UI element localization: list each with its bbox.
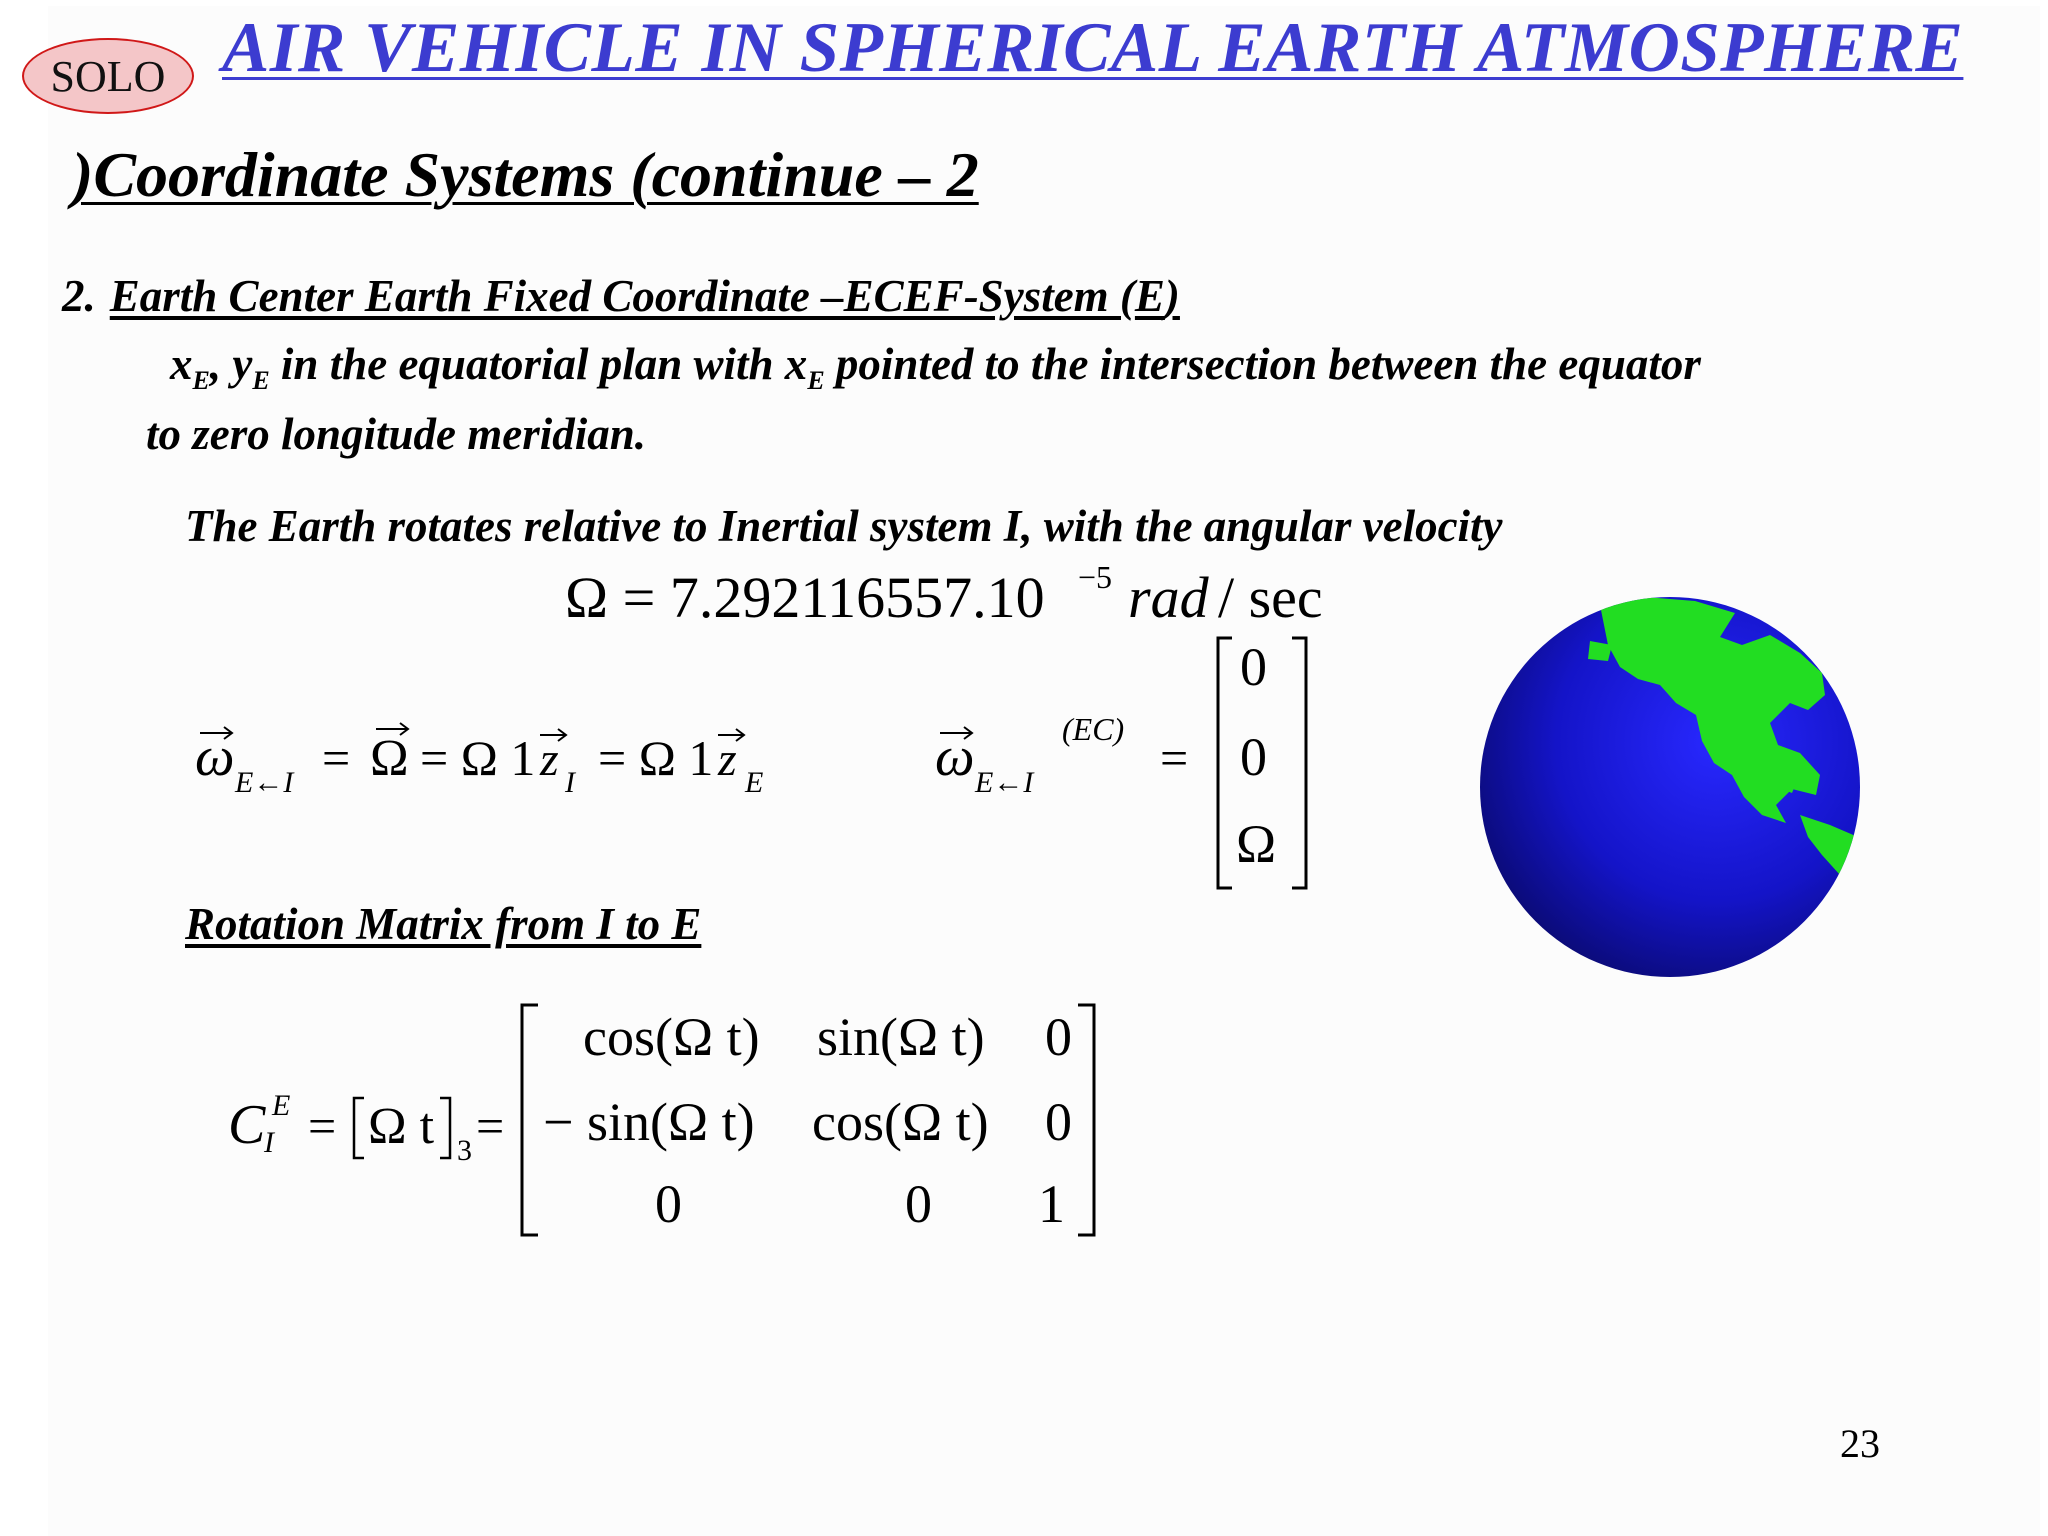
- matrix-r0-c0: cos(Ω t): [583, 1007, 760, 1067]
- omega-ec-symbol: ω: [935, 726, 975, 788]
- matrix-r1-c0: − sin(Ω t): [543, 1092, 755, 1152]
- rotation-description: The Earth rotates relative to Inertial system I, with the angular velocity: [185, 501, 1503, 551]
- slide-title: AIR VEHICLE IN SPHERICAL EARTH ATMOSPHERE: [222, 9, 1964, 87]
- omega-unit-rad: rad: [1128, 565, 1209, 630]
- z-vector-e: z: [718, 733, 737, 786]
- logo-text: SOLO: [50, 51, 166, 101]
- z-sub-i: I: [565, 766, 575, 799]
- big-omega-symbol: Ω: [370, 730, 409, 787]
- ec-col-0: 0: [1240, 637, 1267, 697]
- bracket-sub: 3: [457, 1134, 472, 1167]
- matrix-c-sup: E: [272, 1089, 291, 1122]
- description-line-2: to zero longitude meridian.: [146, 409, 647, 459]
- omega-ec-equation: [935, 637, 1306, 888]
- small-left-bracket: [354, 1098, 364, 1158]
- section-title-close: ): [1164, 271, 1180, 321]
- matrix-r2-c2: 1: [1038, 1174, 1065, 1234]
- matrix-right-bracket: [1078, 1005, 1094, 1235]
- z-vector-i: z: [540, 733, 559, 786]
- eq-sign-1: =: [322, 730, 351, 786]
- matrix-r2-c1: 0: [905, 1174, 932, 1234]
- ec-col-1: 0: [1240, 727, 1267, 787]
- omega-ec-sub: E←I: [975, 766, 1034, 799]
- omega-value-exponent: −5: [1078, 559, 1113, 595]
- omega-ec-sup: (EC): [1062, 711, 1125, 747]
- section-title-main: Earth Center Earth Fixed Coordinate –ECEF-System (: [109, 271, 1135, 321]
- bracket-content: Ω t: [368, 1098, 435, 1155]
- ec-col-2: Ω: [1236, 814, 1277, 874]
- matrix-left-bracket: [522, 1005, 538, 1235]
- omega-ec-eq: =: [1160, 730, 1189, 786]
- omega-value-lhs: Ω = 7.292116557.10: [565, 565, 1045, 630]
- omega-vector-equation: [195, 723, 763, 799]
- page-number: 23: [1840, 1421, 1880, 1466]
- desc-x: x: [170, 339, 193, 389]
- matrix-r1-c2: 0: [1045, 1092, 1072, 1152]
- small-right-bracket: [440, 1098, 450, 1158]
- matrix-r1-c1: cos(Ω t): [812, 1092, 989, 1152]
- earth-globe-icon: [1470, 575, 1870, 995]
- slide-subtitle: )Coordinate Systems (continue – 2: [72, 139, 979, 210]
- desc-sub-2: E: [252, 366, 270, 395]
- matrix-c: C: [228, 1094, 266, 1156]
- section-number: 2.: [62, 271, 96, 321]
- rotation-matrix-equation: [228, 1005, 1094, 1235]
- matrix-r0-c1: sin(Ω t): [817, 1007, 985, 1067]
- matrix-c-sub: I: [264, 1126, 274, 1159]
- omega-sub-ei: E←I: [235, 766, 294, 799]
- matrix-eq-2: =: [476, 1098, 505, 1154]
- rotation-matrix-heading: Rotation Matrix from I to E: [185, 899, 702, 949]
- desc-rest: pointed to the intersection between the equator: [824, 339, 1701, 389]
- desc-sep: , y: [209, 339, 253, 389]
- ec-left-bracket: [1218, 638, 1232, 888]
- matrix-r0-c2: 0: [1045, 1007, 1072, 1067]
- desc-sub-1: E: [192, 366, 210, 395]
- matrix-eq-1: =: [308, 1098, 337, 1154]
- matrix-r2-c0: 0: [655, 1174, 682, 1234]
- omega-symbol: ω: [195, 726, 235, 788]
- omega-unit-sec: / sec: [1218, 565, 1323, 630]
- omega-value-equation: [565, 559, 1323, 630]
- z-sub-e: E: [745, 766, 764, 799]
- eq-omega-1: = Ω 1: [420, 730, 536, 786]
- section-title-e: E: [1134, 271, 1165, 321]
- desc-mid: in the equatorial plan with x: [269, 339, 808, 389]
- eq-omega-2: = Ω 1: [598, 730, 714, 786]
- ec-right-bracket: [1292, 638, 1306, 888]
- desc-sub-3: E: [807, 366, 825, 395]
